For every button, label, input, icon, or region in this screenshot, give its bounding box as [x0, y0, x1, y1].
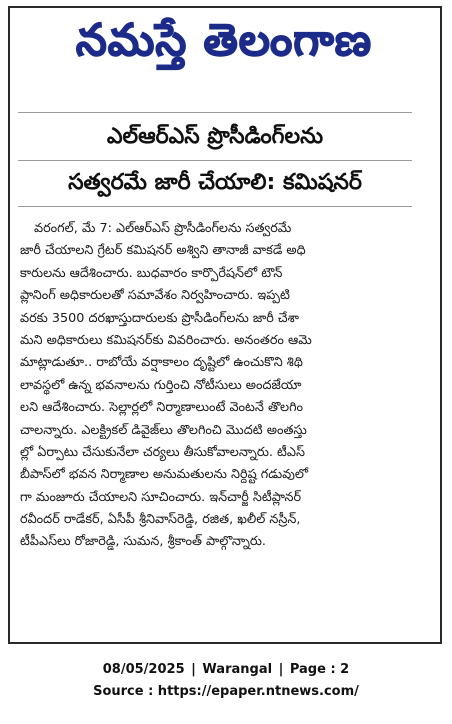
article-body-line: రవీందర్‌ రాడేకర్‌, ఏసీపీ శ్రీనివాస్‌రెడ్డి, రజిత, ఖలీల్‌ నస్రీన్‌, — [20, 512, 301, 528]
article-body-line: వరకు 3500 దరఖాస్తుదారులకు ప్రొసీడింగ్‌లను జారీ చేశా — [20, 310, 299, 326]
article-body — [20, 218, 416, 554]
article-body-line: కారులను ఆదేశించారు. బుధవారం కార్పొరేషన్‌లో టౌన్‌ — [20, 265, 283, 281]
article-body-line: గా మంజూరు చేయాలని సూచించారు. ఇన్‌చార్జీ సిటీప్లానర్‌ — [20, 489, 302, 505]
article-body-line: లని ఆదేశించారు. సెల్లార్లలో నిర్మాణాలుంటే వెంటనే తొలగిం — [20, 400, 304, 416]
article-body-line: బీపాస్‌లో భవన నిర్మాణాల అనుమతులను నిర్దిష్ట గడువులో — [20, 467, 309, 483]
headline-top-rule — [18, 112, 412, 113]
headline-line-1: ఎల్‌ఆర్‌ఎస్‌ ప్రొసీడింగ్‌లను — [106, 124, 324, 149]
footer-separator: | — [278, 662, 284, 677]
footer-separator: | — [191, 662, 196, 677]
footer-meta-line — [0, 662, 452, 677]
footer-edition: Warangal — [202, 662, 273, 677]
article-body-line: జారీ చేయాలని గ్రేటర్‌ కమిషనర్‌ అశ్విని తానాజీ వాకడే అధి — [20, 243, 306, 259]
headline-middle-rule — [18, 160, 412, 161]
article-body-line: చాలన్నారు. ఎలక్ట్రికల్‌ డివైజ్‌లు తొలగించి మొదటి అంతస్తు — [20, 422, 307, 438]
footer-page: Page : 2 — [289, 662, 350, 677]
footer-date: 08/05/2025 — [102, 662, 185, 677]
footer-source: Source : https://epaper.ntnews.com/ — [93, 684, 359, 699]
headline-bottom-rule — [18, 206, 412, 207]
article-body-line: మని అధికారులు కమిషనర్‌కు వివరించారు. అనంతరం ఆమె — [20, 332, 312, 348]
article-body-line: టీపీఎస్‌లు రోజారెడ్డి, సుమన, శ్రీకాంత్‌ పాల్గొన్నారు. — [20, 534, 266, 550]
masthead-title: నమస్తే తెలంగాణ — [75, 15, 373, 66]
headline-line-2: సత్వరమే జారీ చేయాలి: కమిషనర్‌ — [68, 170, 362, 195]
newspaper-masthead — [24, 12, 424, 80]
article-body-line: ప్లానింగ్‌ అధికారులతో సమావేశం నిర్వహించారు. ఇప్పటి — [20, 288, 290, 304]
article-body-line: మాట్లాడుతూ.. రాబోయే వర్షాకాలం దృష్టిలో ఉంచుకొని శిథి — [20, 355, 303, 371]
article-body-line: ల్లో ఏర్పాటు చేసుకునేలా చర్యలు తీసుకోవాలన్నారు. టీఎస్‌ — [20, 444, 305, 460]
article-body-line: లావస్థలో ఉన్న భవనాలను గుర్తించి నోటీసులు అందజేయా — [20, 377, 302, 393]
article-body-line: వరంగల్‌, మే 7: ఎల్‌ఆర్‌ఎస్‌ ప్రొసీడింగ్‌లను సత్వరమే — [34, 221, 292, 236]
